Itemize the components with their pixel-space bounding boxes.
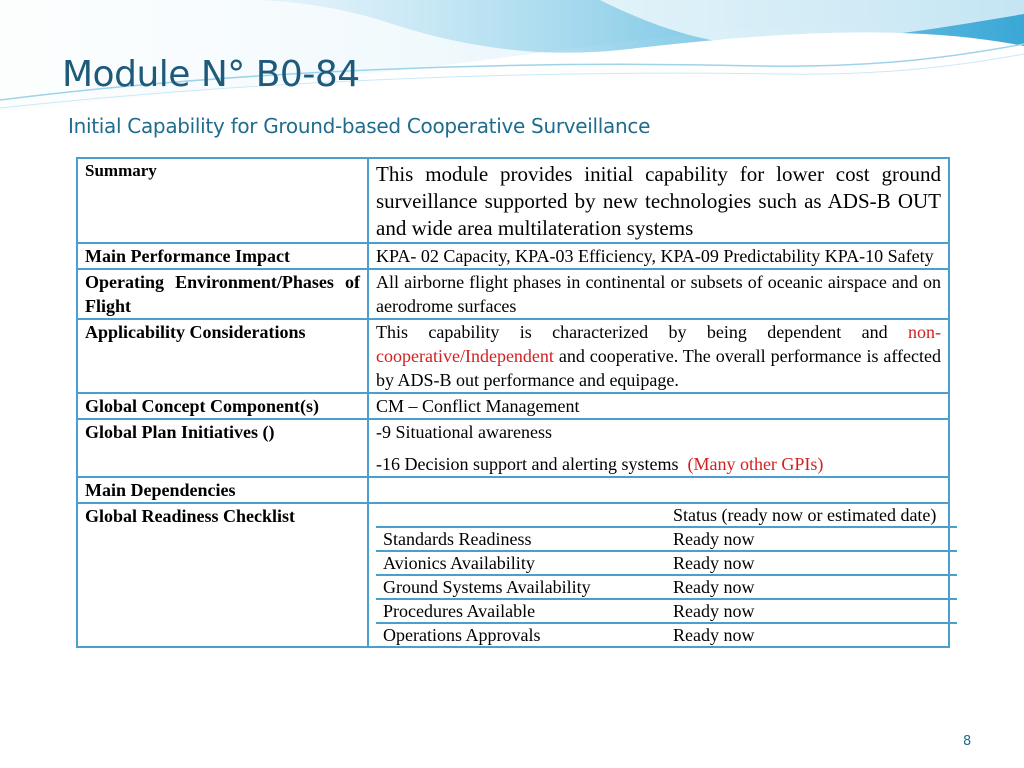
row-operating-environment: [77, 269, 949, 319]
slide-title: Module N° B0-84: [62, 54, 360, 95]
row-global-concept: [77, 393, 949, 419]
global-plan-item-2: [376, 452, 941, 476]
global-plan-value: [368, 419, 949, 477]
readiness-status: Ready now: [666, 599, 957, 623]
row-applicability: [77, 319, 949, 393]
global-concept-label: Global Concept Component(s): [77, 393, 368, 419]
slide-subtitle: Initial Capability for Ground-based Cooperative Surveillance: [68, 114, 651, 138]
readiness-row: [376, 599, 957, 623]
main-dependencies-value: [368, 477, 949, 503]
readiness-row: [376, 527, 957, 551]
main-performance-impact-value: KPA- 02 Capacity, KPA-03 Efficiency, KPA-09 Predictability KPA-10 Safety: [368, 243, 949, 269]
readiness-item-header: [376, 504, 666, 527]
applicability-value: [368, 319, 949, 393]
readiness-status: Ready now: [666, 623, 957, 646]
module-info-table: [76, 157, 950, 648]
readiness-item: Ground Systems Availability: [376, 575, 666, 599]
readiness-row: [376, 623, 957, 646]
readiness-status: Ready now: [666, 527, 957, 551]
readiness-item: Standards Readiness: [376, 527, 666, 551]
row-main-performance-impact: [77, 243, 949, 269]
global-plan-label: Global Plan Initiatives (): [77, 419, 368, 477]
global-plan-item-2-note: (Many other GPIs): [687, 454, 824, 474]
applicability-label: Applicability Considerations: [77, 319, 368, 393]
readiness-label: Global Readiness Checklist: [77, 503, 368, 647]
applicability-text-start: This capability is characterized by being dependent and: [376, 322, 908, 342]
readiness-status-header: Status (ready now or estimated date): [673, 505, 937, 525]
readiness-checklist-table: [376, 504, 957, 646]
readiness-checklist: [368, 503, 949, 647]
global-concept-value: CM – Conflict Management: [368, 393, 949, 419]
row-summary: [77, 158, 949, 243]
readiness-status: Ready now: [666, 575, 957, 599]
summary-value: This module provides initial capability for lower cost ground surveillance supported by new technologies such as ADS-B OUT and wide area multilateration systems: [368, 158, 949, 243]
global-plan-item-2-text: -16 Decision support and alerting systems: [376, 454, 679, 474]
readiness-item: Procedures Available: [376, 599, 666, 623]
readiness-status: Ready now: [666, 551, 957, 575]
readiness-header-row: [376, 504, 957, 527]
operating-environment-value: All airborne flight phases in continental or subsets of oceanic airspace and on aerodrome surfaces: [368, 269, 949, 319]
readiness-item: Operations Approvals: [376, 623, 666, 646]
operating-environment-label: Operating Environment/Phases of Flight: [77, 269, 368, 319]
readiness-row: [376, 575, 957, 599]
applicability-text-end: and cooperative. The overall performance is affected by ADS-B out performance and equipage.: [376, 346, 941, 390]
global-plan-item-1: -9 Situational awareness: [376, 422, 552, 442]
row-global-plan: [77, 419, 949, 477]
readiness-item: Avionics Availability: [376, 551, 666, 575]
row-main-dependencies: [77, 477, 949, 503]
applicability-highlight: non-cooperative/Independent: [376, 322, 941, 366]
main-dependencies-label: Main Dependencies: [77, 477, 368, 503]
summary-label: Summary: [77, 158, 368, 243]
row-readiness: [77, 503, 949, 647]
main-performance-impact-label: Main Performance Impact: [77, 243, 368, 269]
readiness-row: [376, 551, 957, 575]
page-number: 8: [963, 734, 972, 749]
